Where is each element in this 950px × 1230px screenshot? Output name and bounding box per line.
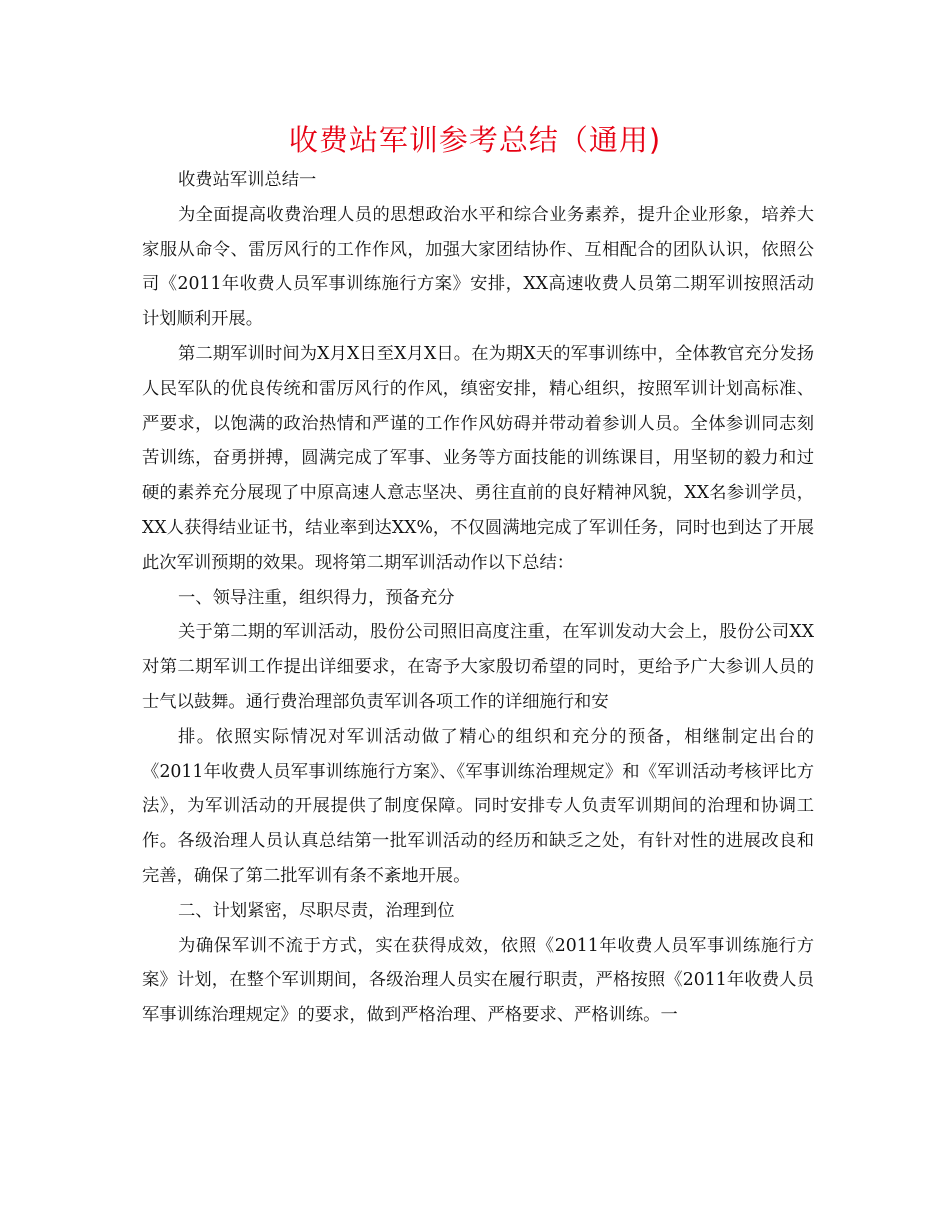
paragraph-intro: 为全面提高收费治理人员的思想政治水平和综合业务素养，提升企业形象，培养大家服从命令、雷厉风行的工作作风，加强大家团结协作、互相配合的团队认识，依照公司《2011年收费人员军事训练施行方案》安排，XX高速收费人员第二期军训按照活动计划顺利开展。	[142, 204, 814, 330]
subheading-2: 二、计划紧密，尽职尽责，治理到位	[178, 900, 455, 921]
paragraph-leadership: 关于第二期的军训活动，股份公司照旧高度注重，在军训发动大会上，股份公司XX对第二期军训工作提出详细要求，在寄予大家殷切希望的同时，更给予广大参训人员的士气以鼓舞。通行费治理部负责军训各项工作的详细施行和安	[142, 622, 814, 712]
subheading-1: 一、领导注重，组织得力，预备充分	[178, 587, 455, 608]
document-body	[142, 163, 814, 1033]
paragraph-arrangement: 排。依照实际情况对军训活动做了精心的组织和充分的预备，相继制定出台的《2011年收费人员军事训练施行方案》、《军事训练治理规定》和《军训活动考核评比方法》，为军训活动的开展提供了制度保障。同时安排专人负责军训期间的治理和协调工作。各级治理人员认真总结第一批军训活动的经历和缺乏之处，有针对性的进展改良和完善，确保了第二批军训有条不紊地开展。	[142, 726, 814, 886]
paragraph-training-period: 第二期军训时间为X月X日至X月X日。在为期X天的军事训练中，全体教官充分发扬人民军队的优良传统和雷厉风行的作风，缜密安排，精心组织，按照军训计划高标准、严要求，以饱满的政治热情和严谨的工作作风妨碍并带动着参训人员。全体参训同志刻苦训练，奋勇拼搏，圆满完成了军事、业务等方面技能的训练课目，用坚韧的毅力和过硬的素养充分展现了中原高速人意志坚决、勇往直前的良好精神风貌，XX名参训学员，XX人获得结业证书，结业率到达XX%，不仅圆满地完成了军训任务，同时也到达了开展此次军训预期的效果。现将第二期军训活动作以下总结：	[142, 343, 814, 573]
section-heading-1: 收费站军训总结一	[178, 170, 317, 190]
document-title: 收费站军训参考总结（通用)	[288, 123, 662, 157]
paragraph-management: 为确保军训不流于方式，实在获得成效，依照《2011年收费人员军事训练施行方案》计划，在整个军训期间，各级治理人员实在履行职责，严格按照《2011年收费人员军事训练治理规定》的要求，做到严格治理、严格要求、严格训练。一	[142, 935, 814, 1026]
